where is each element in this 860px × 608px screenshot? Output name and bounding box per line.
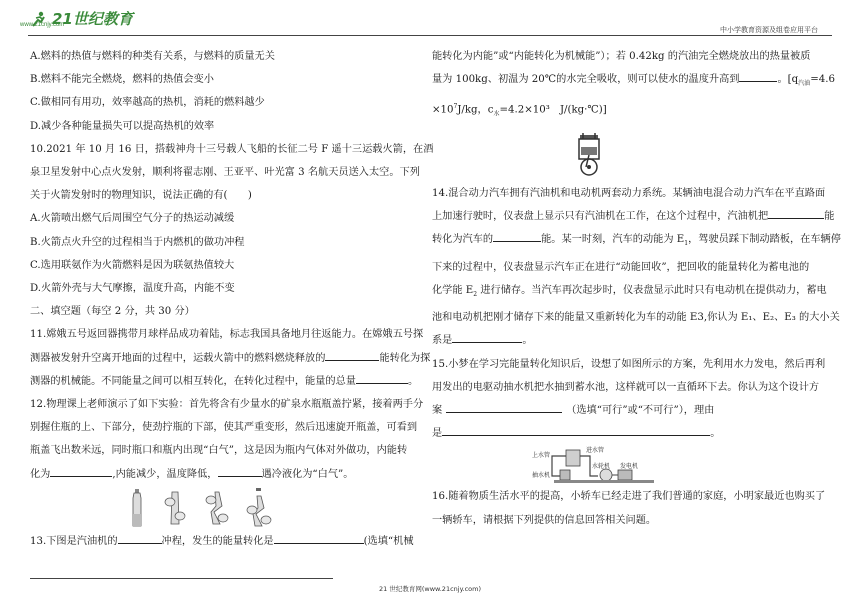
- q16-line2: 一辆轿车，请根据下列提供的信息回答相关问题。: [432, 514, 657, 526]
- q13-sup-exp: 7: [453, 103, 458, 111]
- q14-text-e: ，驾驶员踩下制动踏板，在车辆停: [688, 234, 841, 246]
- bottle-icon: [128, 488, 146, 528]
- q10-stem-line3: 关于火箭发射时的物理知识，说法正确的有( ): [30, 190, 252, 202]
- q14-blank-2[interactable]: [493, 229, 541, 242]
- q14-line2: [432, 205, 835, 228]
- q15-blank-2[interactable]: [442, 423, 710, 436]
- q12-line1: 12.物理课上老师演示了如下实验：首先将含有少量水的矿泉水瓶瓶盖拧紧，接着两手分: [30, 399, 424, 411]
- q13-text-e: 。[q: [777, 74, 799, 86]
- q14-line4: 下来的过程中，仪表盘显示汽车正在进行“动能回收”，把回收的能量转化为蓄电池的: [432, 261, 810, 273]
- q13-text-g: ×10: [432, 104, 454, 116]
- label-inlet-pipe: 进水管: [586, 447, 605, 455]
- footer-source: 21 世纪教育网(www.21cnjy.com): [379, 585, 481, 593]
- header-divider: [28, 35, 832, 36]
- q9-option-b: B.燃料不能完全燃烧，燃料的热值会变小: [30, 74, 214, 86]
- q15-text-c: 是: [432, 428, 443, 440]
- q11-text-a: 测器被发射升空离开地面的过程中，运载火箭中的燃料燃烧释放的: [30, 352, 326, 364]
- q11-line1: 11.嫦娥五号返回器携带月球样品成功着陆，标志我国具备地月往返能力。在嫦娥五号探: [30, 329, 424, 341]
- q14-blank-3[interactable]: [452, 330, 522, 343]
- label-generator: 发电机: [620, 463, 639, 471]
- q12-line3: 瓶盖飞出数米远，同时瓶口和瓶内出现“白气”，这是因为瓶内气体对外做功，内能转: [30, 445, 408, 457]
- q14-line1: 14.混合动力汽车拥有汽油机和电动机两套动力系统。某辆油电混合动力汽车在平直路面: [432, 188, 826, 200]
- q13-line3: [432, 68, 835, 95]
- q15-line4: [432, 422, 828, 445]
- left-column: [30, 45, 434, 553]
- q15-blank-1[interactable]: [446, 400, 562, 413]
- q11-text-c: 测器的机械能。不同能量之间可以相互转化，在转化过程中，能量的总量: [30, 375, 356, 387]
- q10-stem-line1: 10.2021 年 10 月 16 日，搭载神舟十三号载人飞船的长征二号 F 遥十三运载火箭，在酒: [30, 143, 434, 155]
- q13-line2: 能转化为内能”或“内能转化为机械能”）；若 0.42kg 的汽油完全燃烧放出的热量被质: [432, 51, 811, 62]
- q14-sub-2: 2: [473, 290, 478, 298]
- q13-blank-1[interactable]: [118, 531, 162, 544]
- q13-line1: [30, 530, 412, 553]
- water-pump-generator-diagram: [530, 446, 670, 484]
- q14-text-g: 进行储存。当汽车再次起步时，仪表盘显示此时只有电动机在提供动力，蓄电: [477, 284, 827, 296]
- logo-url: www.21cnjy.com: [20, 22, 65, 28]
- q13-text-c: (选填“机械: [363, 535, 414, 547]
- q13-text-i: =4.2×10³ J/(kg·℃)]: [499, 104, 607, 116]
- engine-cylinder-icon: [574, 131, 604, 177]
- q14-text-d: 能。某一时刻，汽车的动能为 E: [541, 234, 685, 246]
- q13-sub-water: 水: [493, 110, 500, 118]
- q11-text-d: 。: [408, 375, 419, 387]
- water-cycle-figure: [432, 445, 828, 485]
- q16-line1: 16.随着物质生活水平的提高，小轿车已经走进了我们普通的家庭，小明家最近也购买了: [432, 491, 826, 503]
- q14-text-f: 化学能 E: [432, 284, 474, 296]
- q14-blank-1[interactable]: [768, 206, 824, 219]
- q12-text-b: ,内能减少，温度降低，: [112, 468, 218, 480]
- q15-text-a: 案: [432, 404, 443, 416]
- q13-blank-2[interactable]: [274, 531, 364, 544]
- q13-text-h: J/kg，c: [457, 104, 494, 116]
- q9-option-d: D.减少各种能量损失可以提高热机的效率: [30, 120, 215, 132]
- q15-line2: 用发出的电驱动抽水机把水抽到蓄水池，这样就可以一直循环下去。你认为这个设计方: [432, 381, 820, 393]
- engine-stroke-figure: [432, 126, 828, 182]
- label-upper-pipe: 上水管: [532, 452, 551, 460]
- label-turbine: 水轮机: [592, 463, 611, 471]
- q14-line5: [432, 279, 828, 306]
- label-pump: 抽水机: [532, 472, 551, 480]
- right-column: [432, 45, 841, 532]
- q15-text-d: 。: [710, 428, 721, 440]
- q13-text-a: 13.下图是汽油机的: [30, 535, 118, 547]
- q11-blank-2[interactable]: [356, 371, 408, 384]
- q13-line4: [432, 95, 828, 126]
- q12-text-a: 化为: [30, 468, 51, 480]
- q14-sub-1: 1: [684, 240, 689, 248]
- q14-line6: 池和电动机把刚才储存下来的能量又重新转化为车的动能 E3,你认为 E₁、E₂、E₃ 的大小关: [432, 312, 840, 324]
- q12-line4: [30, 463, 412, 486]
- q9-option-c: C.做相同有用功，效率越高的热机，消耗的燃料越少: [30, 97, 265, 109]
- q15-text-b: （选填“可行”或“不可行”），理由: [566, 404, 715, 416]
- q10-option-d: D.火箭外壳与大气摩擦，温度升高，内能不变: [30, 283, 235, 295]
- logo-text: 21世纪教育: [52, 10, 133, 28]
- q12-blank-1[interactable]: [50, 464, 112, 477]
- q11-line3: [30, 370, 419, 393]
- hands-twist-bottle-icon: [162, 488, 188, 528]
- q14-line3: [432, 228, 841, 255]
- q14-line7: [432, 329, 828, 352]
- q14-text-h: 系是: [432, 335, 453, 347]
- q11-blank-1[interactable]: [325, 348, 379, 361]
- bottle-experiment-figure: [30, 486, 412, 530]
- q14-text-b: 能: [824, 211, 835, 223]
- q10-option-b: B.火箭点火升空的过程相当于内燃机的做功冲程: [30, 236, 245, 248]
- q15-line1: 15.小梦在学习完能量转化知识后，设想了如图所示的方案，先利用水力发电，然后再利: [432, 358, 826, 370]
- q12-line2: 别握住瓶的上、下部分，使劲拧瓶的下部，使其严重变形，然后迅速旋开瓶盖，可看到: [30, 422, 418, 434]
- q10-option-c: C.选用联氨作为火箭燃料是因为联氨热值较大: [30, 259, 235, 271]
- q14-text-a: 上加速行驶时，仪表盘上显示只有汽油机在工作，在这个过程中，汽油机把: [432, 211, 769, 223]
- q11-line2: [30, 347, 431, 370]
- q11-text-b: 能转化为探: [379, 352, 431, 364]
- q10-stem-line2: 泉卫星发射中心点火发射，顺利将翟志刚、王亚平、叶光富 3 名航天员送入太空。下列: [30, 167, 420, 179]
- cap-flying-icon: [246, 488, 272, 528]
- q13-text-b: 冲程，发生的能量转化是: [161, 535, 274, 547]
- q14-text-c: 转化为汽车的: [432, 234, 494, 246]
- q15-line3: [432, 399, 828, 422]
- q13-blank-3[interactable]: [739, 69, 777, 82]
- footer-divider: [30, 578, 333, 579]
- q13-text-d: 量为 100kg、初温为 20℃的水完全吸收，则可以使水的温度升高到: [432, 74, 740, 86]
- q12-blank-2[interactable]: [218, 464, 262, 477]
- q9-option-a: A.燃料的热值与燃料的种类有关系，与燃料的质量无关: [30, 51, 275, 62]
- platform-name: 中小学教育资源及组卷应用平台: [720, 26, 818, 34]
- hands-deform-bottle-icon: [204, 488, 230, 528]
- section-fill-in-title: 二、填空题（每空 2 分，共 30 分）: [30, 306, 195, 318]
- q12-text-c: 遇冷液化为“白气”。: [261, 468, 354, 480]
- q13-text-f: =4.6: [810, 74, 835, 86]
- q10-option-a: A.火箭喷出燃气后周围空气分子的热运动减缓: [30, 213, 235, 225]
- q13-sub-gasoline: 汽油: [798, 80, 811, 88]
- q14-text-i: 。: [522, 335, 533, 347]
